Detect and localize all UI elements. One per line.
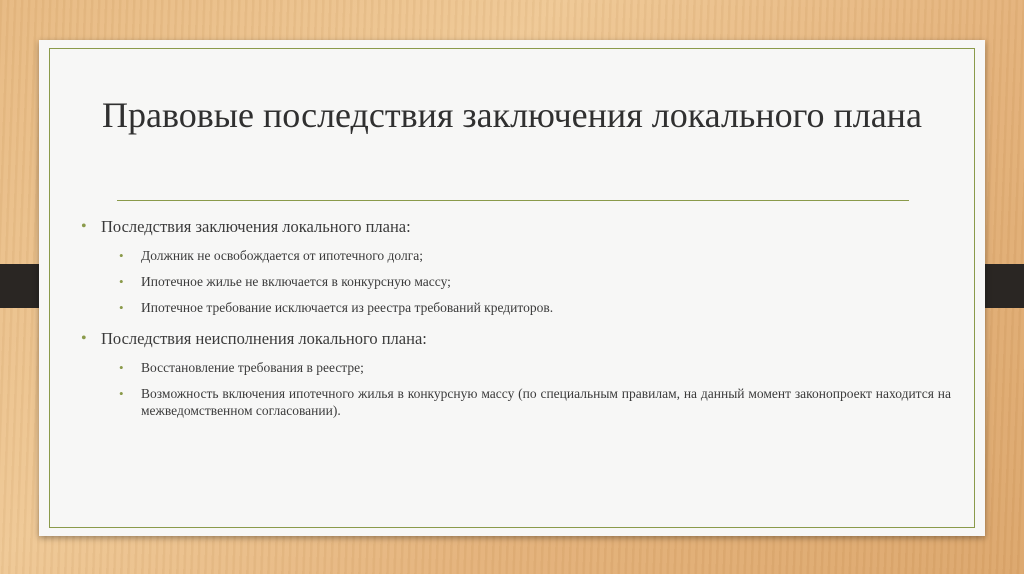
list-item	[77, 359, 951, 376]
list-item-text: Должник не освобождается от ипотечного долга;	[141, 248, 424, 263]
bullet-icon: •	[119, 274, 124, 289]
slide-card	[39, 40, 985, 536]
section-heading-text: Последствия заключения локального плана:	[101, 217, 411, 236]
bullet-icon: •	[119, 360, 124, 375]
bullet-icon: •	[119, 300, 124, 315]
slide-content	[77, 216, 951, 419]
list-item-text: Ипотечное жилье не включается в конкурсную массу;	[141, 274, 451, 289]
section-heading-1	[77, 216, 951, 238]
section-heading-2	[77, 328, 951, 350]
bullet-icon: •	[119, 248, 124, 263]
list-item	[77, 273, 951, 290]
title-divider	[117, 200, 909, 201]
list-item	[77, 385, 951, 419]
list-item	[77, 299, 951, 316]
bullet-icon: •	[81, 330, 87, 347]
list-item-text: Ипотечное требование исключается из реестра требований кредиторов.	[141, 300, 554, 315]
list-item-text: Восстановление требования в реестре;	[141, 360, 364, 375]
bullet-icon: •	[81, 218, 87, 235]
section-heading-text: Последствия неисполнения локального плана:	[101, 329, 427, 348]
bullet-icon: •	[119, 386, 124, 401]
list-item	[77, 247, 951, 264]
list-item-text: Возможность включения ипотечного жилья в конкурсную массу (по специальным правилам, на данный момент законопроект находится на межведомственном согласовании).	[141, 386, 951, 418]
slide-title: Правовые последствия заключения локального плана	[102, 95, 922, 135]
